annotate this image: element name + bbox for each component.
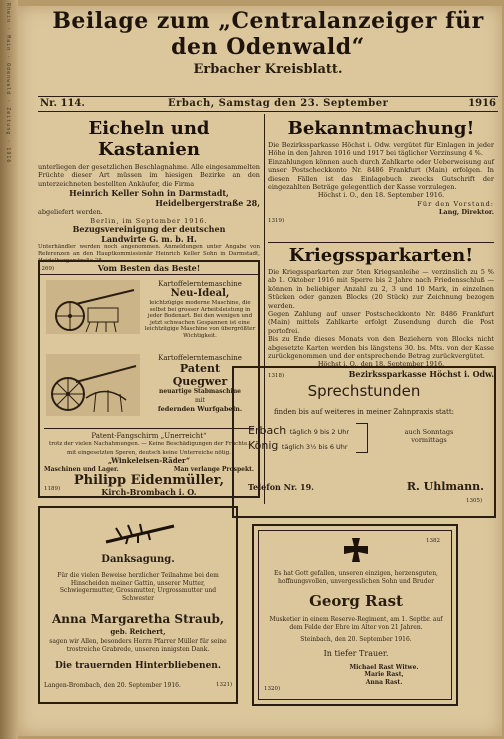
- issue-number: Nr. 114.: [40, 98, 85, 109]
- rast-code-top: 1382: [426, 538, 440, 544]
- ad-eicheln-place: Berlin, im September 1916.: [90, 216, 208, 225]
- bekannt-sign1: Für den Vorstand:: [417, 199, 494, 208]
- rast-mourning: In tiefer Trauer.: [323, 649, 389, 658]
- sprech-phone: Telefon Nr. 19.: [248, 482, 314, 492]
- dank-body: Für die vielen Beweise herzlicher Teilnahme bei dem Hinscheiden meiner Gattin, unserer Mutter, Schwiegermutter, Grossmutter, Urgrossmutter und Schwester: [57, 572, 219, 602]
- rast-body: Es hat Gott gefallen, unseren einzigen, herzensguten, hoffnungsvollen, unvergesslichen Sohn und Bruder: [274, 570, 438, 585]
- bekannt-code: 1319): [268, 217, 285, 224]
- rast-sign3: Anna Rast.: [365, 678, 403, 686]
- kriegs-place: Höchst i. O., den 18. September 1916.: [317, 360, 445, 369]
- ad-eicheln-org2: Landwirte G. m. b. H.: [101, 234, 197, 245]
- ad-kriegssparkarten: [268, 242, 494, 379]
- bekannt-body2: Einzahlungen können auch durch Zahlkarte oder Ueberweisung auf unser Postscheckkonto Nr. 8486 Frankfurt (Main) erfolgen. In diesen Fällen ist das Einlagebuch zwecks Gutschrift der eingezahlten Beträge gelegentlich der Kasse vorzulegen.: [268, 157, 494, 192]
- sprech-name: R. Uhlmann.: [406, 480, 484, 493]
- harvester-drawing-2: [46, 354, 140, 416]
- rast-code: 1320): [264, 686, 281, 692]
- ad-rast: [252, 524, 458, 706]
- divider: [44, 428, 254, 429]
- ad-eicheln-street: Heidelbergerstraße 28,: [155, 198, 260, 209]
- dateline: [38, 96, 498, 112]
- sprech-code: 1305): [466, 498, 483, 504]
- sprech-sunday: [374, 428, 484, 445]
- ad-machines-m1: [144, 280, 256, 339]
- ad-machines: [38, 260, 260, 498]
- rast-body2: Musketier in einem Reserve-Regiment, am 1. Septbr. auf dem Felde der Ehre im Alter von 21 Jahren.: [269, 616, 443, 631]
- bekannt-place: Höchst i. O., den 18. September 1916.: [317, 191, 445, 200]
- kriegs-headline: Kriegssparkarten!: [288, 245, 474, 266]
- m6a: Maschinen und Lager.: [44, 465, 119, 473]
- sprech-city2: König: [248, 439, 279, 452]
- rast-place: Steinbach, den 20. September 1916.: [300, 636, 412, 643]
- dank-body3: Die trauernden Hinterbliebenen.: [55, 661, 221, 671]
- ad-machines-firm: Philipp Eidenmüller,: [73, 472, 225, 488]
- m2-desc3: federnden Wurfgabeln.: [157, 405, 243, 414]
- palm-branch-icon: [102, 522, 178, 546]
- kriegs-code: 1318): [268, 372, 285, 379]
- m3-name: Patent-Fangschirm „Unerreicht“: [91, 432, 207, 440]
- m2-brand2: Quegwer: [172, 375, 228, 389]
- sprech-time1: täglich 9 bis 2 Uhr: [289, 428, 350, 436]
- rast-name: Georg Rast: [309, 592, 403, 610]
- ad-sprechstunden: [232, 366, 496, 518]
- m1-desc: leichtzügige moderne Maschine, die selbst bei grosser Arbeitsleistung in jeder Bodenart. Bei den wenigen und jetzt schwachen Gespannen ist eine leichtzügige Maschine von übergrößter Wichtigkeit.: [144, 300, 256, 339]
- ad-eicheln-headline: Eicheln und Kastanien: [88, 118, 210, 160]
- sprech-headline: Sprechstunden: [307, 382, 421, 400]
- ad-machines-code: 1189): [44, 486, 61, 492]
- dank-name: Anna Margaretha Straub,: [51, 612, 225, 626]
- binding-text: Rhein · Main · Odenwald · Zeitung · 1916: [5, 3, 11, 164]
- dank-nee: geb. Reichert,: [110, 627, 166, 636]
- iron-cross-icon: [342, 536, 370, 564]
- masthead-subtitle: Erbacher Kreisblatt.: [193, 62, 343, 77]
- rast-signatures: [324, 664, 444, 686]
- kriegs-body3: Bis zu Ende dieses Monats von den Beziehern von Blocks nicht abgesetzte Karten werden bis längstens 30. bs. Mts. von der Kasse zurückgenommen und der entsprechende Betrag zurückvergütet.: [268, 335, 494, 361]
- issue-date: Erbach, Samstag den 23. September: [168, 98, 389, 109]
- ad-danksagung: [38, 506, 238, 704]
- sprech-cities: [248, 424, 349, 454]
- m6: [44, 466, 254, 473]
- ad-eicheln-code: 1269): [38, 266, 55, 273]
- ad-bekanntmachung: [268, 118, 494, 225]
- masthead-title: Beilage zum „Centralanzeiger für den Odenwald“: [52, 8, 484, 60]
- sprech-city1: Erbach: [248, 424, 287, 437]
- m5: „Winkeleisen-Räder“: [107, 456, 191, 466]
- ad-eicheln-org1: Bezugsvereinigung der deutschen: [72, 224, 226, 235]
- sprech-sunday1: auch Sonntags: [404, 428, 454, 436]
- m6b: Man verlange Prospekt.: [173, 465, 254, 473]
- sprech-sunday2: vormittags: [411, 436, 447, 445]
- ad-machines-header: Vom Besten das Beste!: [40, 262, 258, 275]
- sprech-time2: täglich 3½ bis 6 Uhr: [281, 443, 348, 451]
- m1-brand: Neu-Ideal,: [170, 288, 230, 300]
- rast-sign1: Michael Rast Witwe.: [349, 664, 419, 671]
- harvester-image-1: [46, 280, 140, 334]
- ad-machines-place: Kirch-Brombach i. O.: [101, 486, 197, 497]
- issue-year: 1916: [468, 98, 496, 109]
- m2-brand1: Patent: [179, 362, 221, 376]
- sprech-footer: [248, 480, 484, 493]
- bracket: [356, 423, 368, 453]
- m2-name: Kartoffelerntemaschine: [158, 354, 242, 362]
- dank-code: 1321): [216, 682, 233, 688]
- bekannt-sign2: Lang, Direktor.: [438, 208, 494, 217]
- bekannt-headline: Bekanntmachung!: [287, 118, 475, 139]
- ad-eicheln-body3: Unterhändler werden noch angenommen. Anmeldungen unter Angabe von Referenzen an den Hauptkommissionär Heinrich Keller Sohn in Darmstadt, Heidelbergerstraße 28.: [38, 244, 260, 265]
- ad-eicheln: [38, 118, 260, 273]
- m1-name: Kartoffelerntemaschine: [158, 280, 242, 288]
- kriegs-body2: Gegen Zahlung auf unser Postscheckkonto Nr. 8486 Frankfurt (Main) mittels Zahlkarte erfolgt Zusendung durch die Post portofrei.: [268, 310, 494, 335]
- rast-sign2: Marie Rast,: [364, 671, 404, 679]
- masthead: [38, 8, 498, 77]
- ad-eicheln-firm: Heinrich Keller Sohn in Darmstadt,: [69, 188, 229, 199]
- harvester-image-2: [46, 354, 140, 416]
- harvester-drawing-1: [46, 280, 140, 334]
- dank-body2: sagen wir Allen, besonders Herrn Pfarrer Müller für seine trostreiche Grabrede, unseren innigsten Dank.: [49, 638, 227, 653]
- m2-desc2: mit: [194, 396, 206, 404]
- dank-place: Langen-Brombach, den 20. September 1916.: [44, 682, 181, 689]
- ad-eicheln-body: unterliegen der gesetzlichen Beschlagnahme. Alle eingesammelten Früchte dieser Art müssen im hiesigen Bezirke an den unterzeichneten bestellten Ankäufer, die Firma: [38, 163, 260, 188]
- bekannt-body: Die Bezirkssparkasse Höchst i. Odw. vergütet für Einlagen in jeder Höhe in den Jahren 1916 und 1917 bei täglicher Verzinsung 4 %.: [268, 141, 494, 158]
- kriegs-firm: Bezirkssparkasse Höchst i. Odw.: [348, 368, 494, 379]
- ad-machines-bottom: [44, 428, 254, 496]
- m4-desc: mit eingesetzten Speren, deutsch keine Unterreiche nötig.: [67, 449, 231, 456]
- page-binding: [0, 0, 18, 739]
- dank-headline: Danksagung.: [101, 554, 175, 565]
- m2-desc1: neuartige Stabmaschine: [158, 388, 242, 396]
- sprech-line1: finden bis auf weiteres in meiner Zahnpraxis statt:: [273, 408, 455, 416]
- ad-eicheln-body2: abgeliefert werden.: [38, 208, 103, 217]
- kriegs-body: Die Kriegssparkarten zur 5ten Kriegsanleihe — verzinslich zu 5 % ab 1. Oktober 1916 mit Sperre bis 2 Jahre nach Friedensschluß — können in beliebiger Anzahl zu 2, 3 und 10 Mark, in einzelnen Stücken oder ganzen Blocks (20 Stück) zur Zeichnung bezogen werden.: [268, 268, 494, 310]
- m3-desc: trotz der vielen Nachahmungen. — Keine Beschädigungen der Früchte.: [49, 441, 249, 448]
